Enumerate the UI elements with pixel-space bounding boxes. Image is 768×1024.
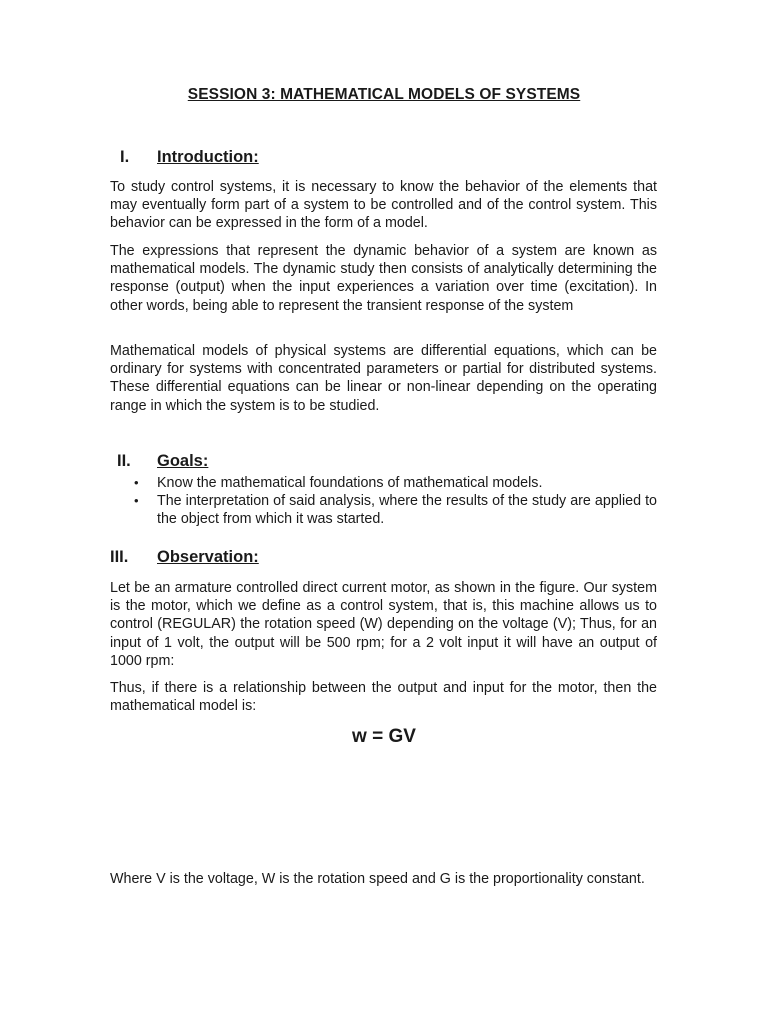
section-number: I. [120,148,130,166]
observation-paragraph-1: Let be an armature controlled direct current motor, as shown in the figure. Our system is the motor, which we define as a control system, that is, this machine allows us to control (REGULAR) the rotation speed (W) depending on the voltage (V); Thus, for an input of 1 volt, the output will be 500 rpm; for a 2 volt input it will have an output of 1000 rpm: [110,580,657,669]
observation-closing-paragraph: Where V is the voltage, W is the rotation speed and G is the proportionality constant. [110,871,645,887]
observation-paragraph-2: Thus, if there is a relationship between the output and input for the motor, then the mathematical model is: [110,680,657,715]
bullet-icon: • [134,475,139,490]
page-title: SESSION 3: MATHEMATICAL MODELS OF SYSTEMS [187,86,581,103]
intro-paragraph-1: To study control systems, it is necessary to know the behavior of the elements that may eventually form part of a system to be controlled and of the control system. This behavior can be expressed in the form of a model. [110,179,657,232]
model-equation: w = GV [352,726,416,747]
bullet-icon: • [134,493,139,509]
list-item [110,474,657,492]
section-title: Introduction: [157,148,259,166]
list-item [110,492,657,528]
intro-paragraph-2: The expressions that represent the dynamic behavior of a system are known as mathematical models. The dynamic study then consists of analytically determining the response (output) when the input experiences a variation over time (excitation). In other words, being able to represent the transient response of the system [110,243,657,314]
section-number: II. [117,452,131,470]
section-title: Goals: [157,452,209,470]
section-number: III. [110,548,129,566]
goals-list [110,474,657,529]
intro-paragraph-3: Mathematical models of physical systems are differential equations, which can be ordinary for systems with concentrated parameters or partial for distributed systems. These differential equations can be linear or non-linear depending on the operating range in which the system is to be studied. [110,343,657,414]
list-item-text: The interpretation of said analysis, where the results of the study are applied to the object from which it was started. [157,493,657,528]
section-title: Observation: [157,548,259,566]
list-item-text: Know the mathematical foundations of mathematical models. [157,475,543,491]
